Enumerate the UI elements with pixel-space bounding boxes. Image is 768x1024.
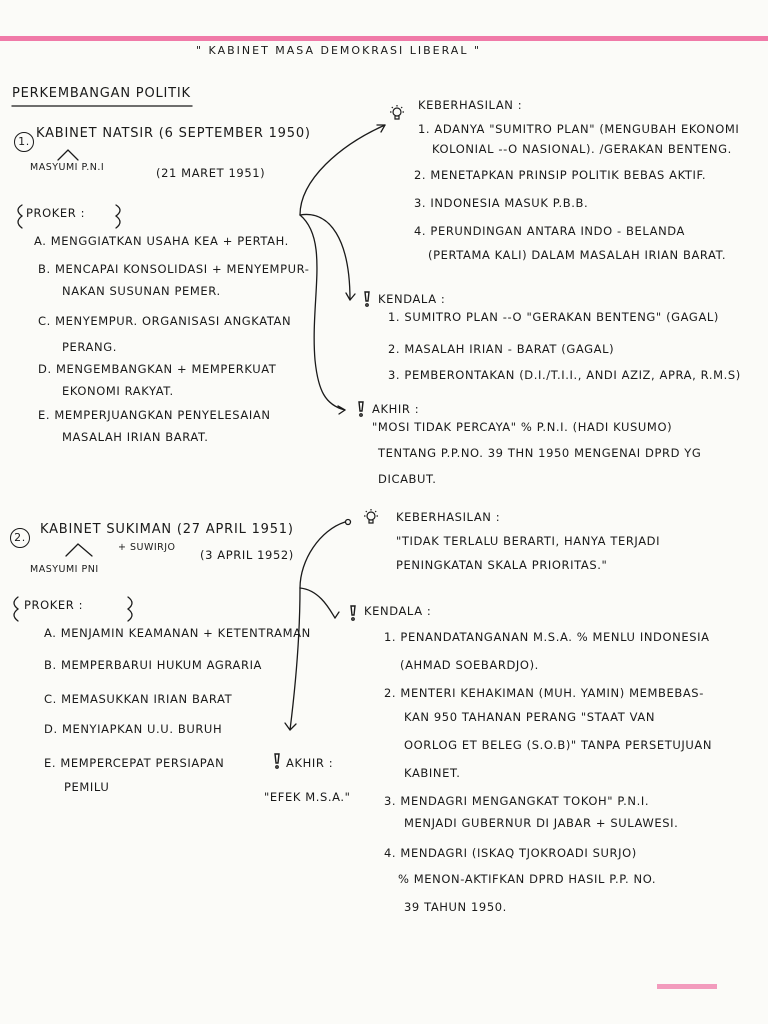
cabinet-number-1: 1. <box>14 132 34 152</box>
proker-item: EKONOMI RAKYAT. <box>62 384 174 398</box>
akhir-item: DICABUT. <box>378 472 437 486</box>
proker-item: D. MENGEMBANGKAN + MEMPERKUAT <box>38 362 277 376</box>
kendala-label-2: KENDALA : <box>364 604 432 618</box>
keberhasilan-item: 2. MENETAPKAN PRINSIP POLITIK BEBAS AKTIF. <box>414 168 707 182</box>
connector-akhir-2 <box>290 588 300 730</box>
party-branch-1 <box>58 150 78 160</box>
exclamation-icon <box>352 400 370 418</box>
proker-label-1: PROKER : <box>26 206 86 220</box>
connector-keberhasilan-2 <box>300 522 345 588</box>
connector-akhir-1 <box>300 215 345 410</box>
kendala-item: KABINET. <box>404 766 461 780</box>
cabinet-number-2: 2. <box>10 528 30 548</box>
kendala-item: 1. SUMITRO PLAN --O "GERAKAN BENTENG" (GAGAL) <box>388 310 720 324</box>
kendala-item: OORLOG ET BELEG (S.O.B)" TANPA PERSETUJUAN <box>404 738 713 752</box>
proker-item: B. MENCAPAI KONSOLIDASI + MENYEMPUR- <box>38 262 310 276</box>
keberhasilan-item: 4. PERUNDINGAN ANTARA INDO - BELANDA <box>414 224 686 238</box>
cabinet-end-date-1: (21 MARET 1951) <box>156 166 266 180</box>
proker-brace-2b <box>128 597 132 621</box>
proker-brace-2 <box>14 597 18 621</box>
keberhasilan-item: 3. INDONESIA MASUK P.B.B. <box>414 196 589 210</box>
proker-item: MASALAH IRIAN BARAT. <box>62 430 209 444</box>
kendala-item: 39 TAHUN 1950. <box>404 900 507 914</box>
proker-label-2: PROKER : <box>24 598 84 612</box>
kendala-item: 2. MASALAH IRIAN - BARAT (GAGAL) <box>388 342 615 356</box>
keberhasilan-item: PENINGKATAN SKALA PRIORITAS." <box>396 558 608 572</box>
keberhasilan-item: (PERTAMA KALI) DALAM MASALAH IRIAN BARAT. <box>428 248 727 262</box>
kendala-item: % MENON-AKTIFKAN DPRD HASIL P.P. NO. <box>398 872 657 886</box>
lightbulb-icon <box>362 508 380 526</box>
proker-item: C. MENYEMPUR. ORGANISASI ANGKATAN <box>38 314 292 328</box>
kendala-item: KAN 950 TAHANAN PERANG "STAAT VAN <box>404 710 656 724</box>
kendala-item: MENJADI GUBERNUR DI JABAR + SULAWESI. <box>404 816 679 830</box>
proker-brace-1b <box>116 205 120 228</box>
connector-keberhasilan-1 <box>300 125 385 215</box>
proker-item: E. MEMPERJUANGKAN PENYELESAIAN <box>38 408 271 422</box>
keberhasilan-label-2: KEBERHASILAN : <box>396 510 501 524</box>
keberhasilan-item: 1. ADANYA "SUMITRO PLAN" (MENGUBAH EKONOMI <box>418 122 740 136</box>
section-heading: PERKEMBANGAN POLITIK <box>12 86 191 101</box>
lightbulb-icon <box>388 104 406 122</box>
akhir-label-2: AKHIR : <box>286 756 334 770</box>
akhir-label-1: AKHIR : <box>372 402 420 416</box>
exclamation-icon <box>344 604 362 622</box>
cabinet-party-1: MASYUMI P.N.I <box>30 162 105 173</box>
kendala-item: 4. MENDAGRI (ISKAQ TJOKROADI SURJO) <box>384 846 637 860</box>
party-branch-2 <box>66 544 92 556</box>
cabinet-end-date-2: (3 APRIL 1952) <box>200 548 294 562</box>
exclamation-icon <box>358 290 376 308</box>
akhir-item: "MOSI TIDAK PERCAYA" % P.N.I. (HADI KUSUMO) <box>372 420 673 434</box>
proker-item: PERANG. <box>62 340 117 354</box>
kendala-label-1: KENDALA : <box>378 292 446 306</box>
keberhasilan-label-1: KEBERHASILAN : <box>418 98 523 112</box>
proker-item: B. MEMPERBARUI HUKUM AGRARIA <box>44 658 263 672</box>
page-title: " KABINET MASA DEMOKRASI LIBERAL " <box>196 44 482 57</box>
proker-item: C. MEMASUKKAN IRIAN BARAT <box>44 692 233 706</box>
proker-item: NAKAN SUSUNAN PEMER. <box>62 284 221 298</box>
cabinet-partner-2: + SUWIRJO <box>118 542 176 553</box>
cabinet-party-2: MASYUMI PNI <box>30 564 99 575</box>
kendala-item: 3. PEMBERONTAKAN (D.I./T.I.I., ANDI AZIZ, APRA, R.M.S) <box>388 368 741 382</box>
exclamation-icon <box>268 752 286 770</box>
cabinet-name-1: KABINET NATSIR (6 SEPTEMBER 1950) <box>36 126 311 141</box>
keberhasilan-item: KOLONIAL --O NASIONAL). /GERAKAN BENTENG. <box>432 142 732 156</box>
proker-item: A. MENJAMIN KEAMANAN + KETENTRAMAN <box>44 626 311 640</box>
akhir-item: "EFEK M.S.A." <box>264 790 351 804</box>
kendala-item: 2. MENTERI KEHAKIMAN (MUH. YAMIN) MEMBEBAS- <box>384 686 704 700</box>
kendala-item: (AHMAD SOEBARDJO). <box>400 658 539 672</box>
proker-item: A. MENGGIATKAN USAHA KEA + PERTAH. <box>34 234 289 248</box>
proker-item: PEMILU <box>64 780 110 794</box>
kendala-item: 1. PENANDATANGANAN M.S.A. % MENLU INDONESIA <box>384 630 710 644</box>
akhir-item: TENTANG P.P.NO. 39 THN 1950 MENGENAI DPRD YG <box>378 446 702 460</box>
connector-kendala-1 <box>300 214 350 300</box>
cabinet-name-2: KABINET SUKIMAN (27 APRIL 1951) <box>40 522 294 537</box>
proker-brace-1 <box>18 205 22 228</box>
keberhasilan-item: "TIDAK TERLALU BERARTI, HANYA TERJADI <box>396 534 661 548</box>
proker-item: E. MEMPERCEPAT PERSIAPAN <box>44 756 225 770</box>
connector-kendala-2 <box>300 588 335 618</box>
proker-item: D. MENYIAPKAN U.U. BURUH <box>44 722 223 736</box>
kendala-item: 3. MENDAGRI MENGANGKAT TOKOH" P.N.I. <box>384 794 650 808</box>
